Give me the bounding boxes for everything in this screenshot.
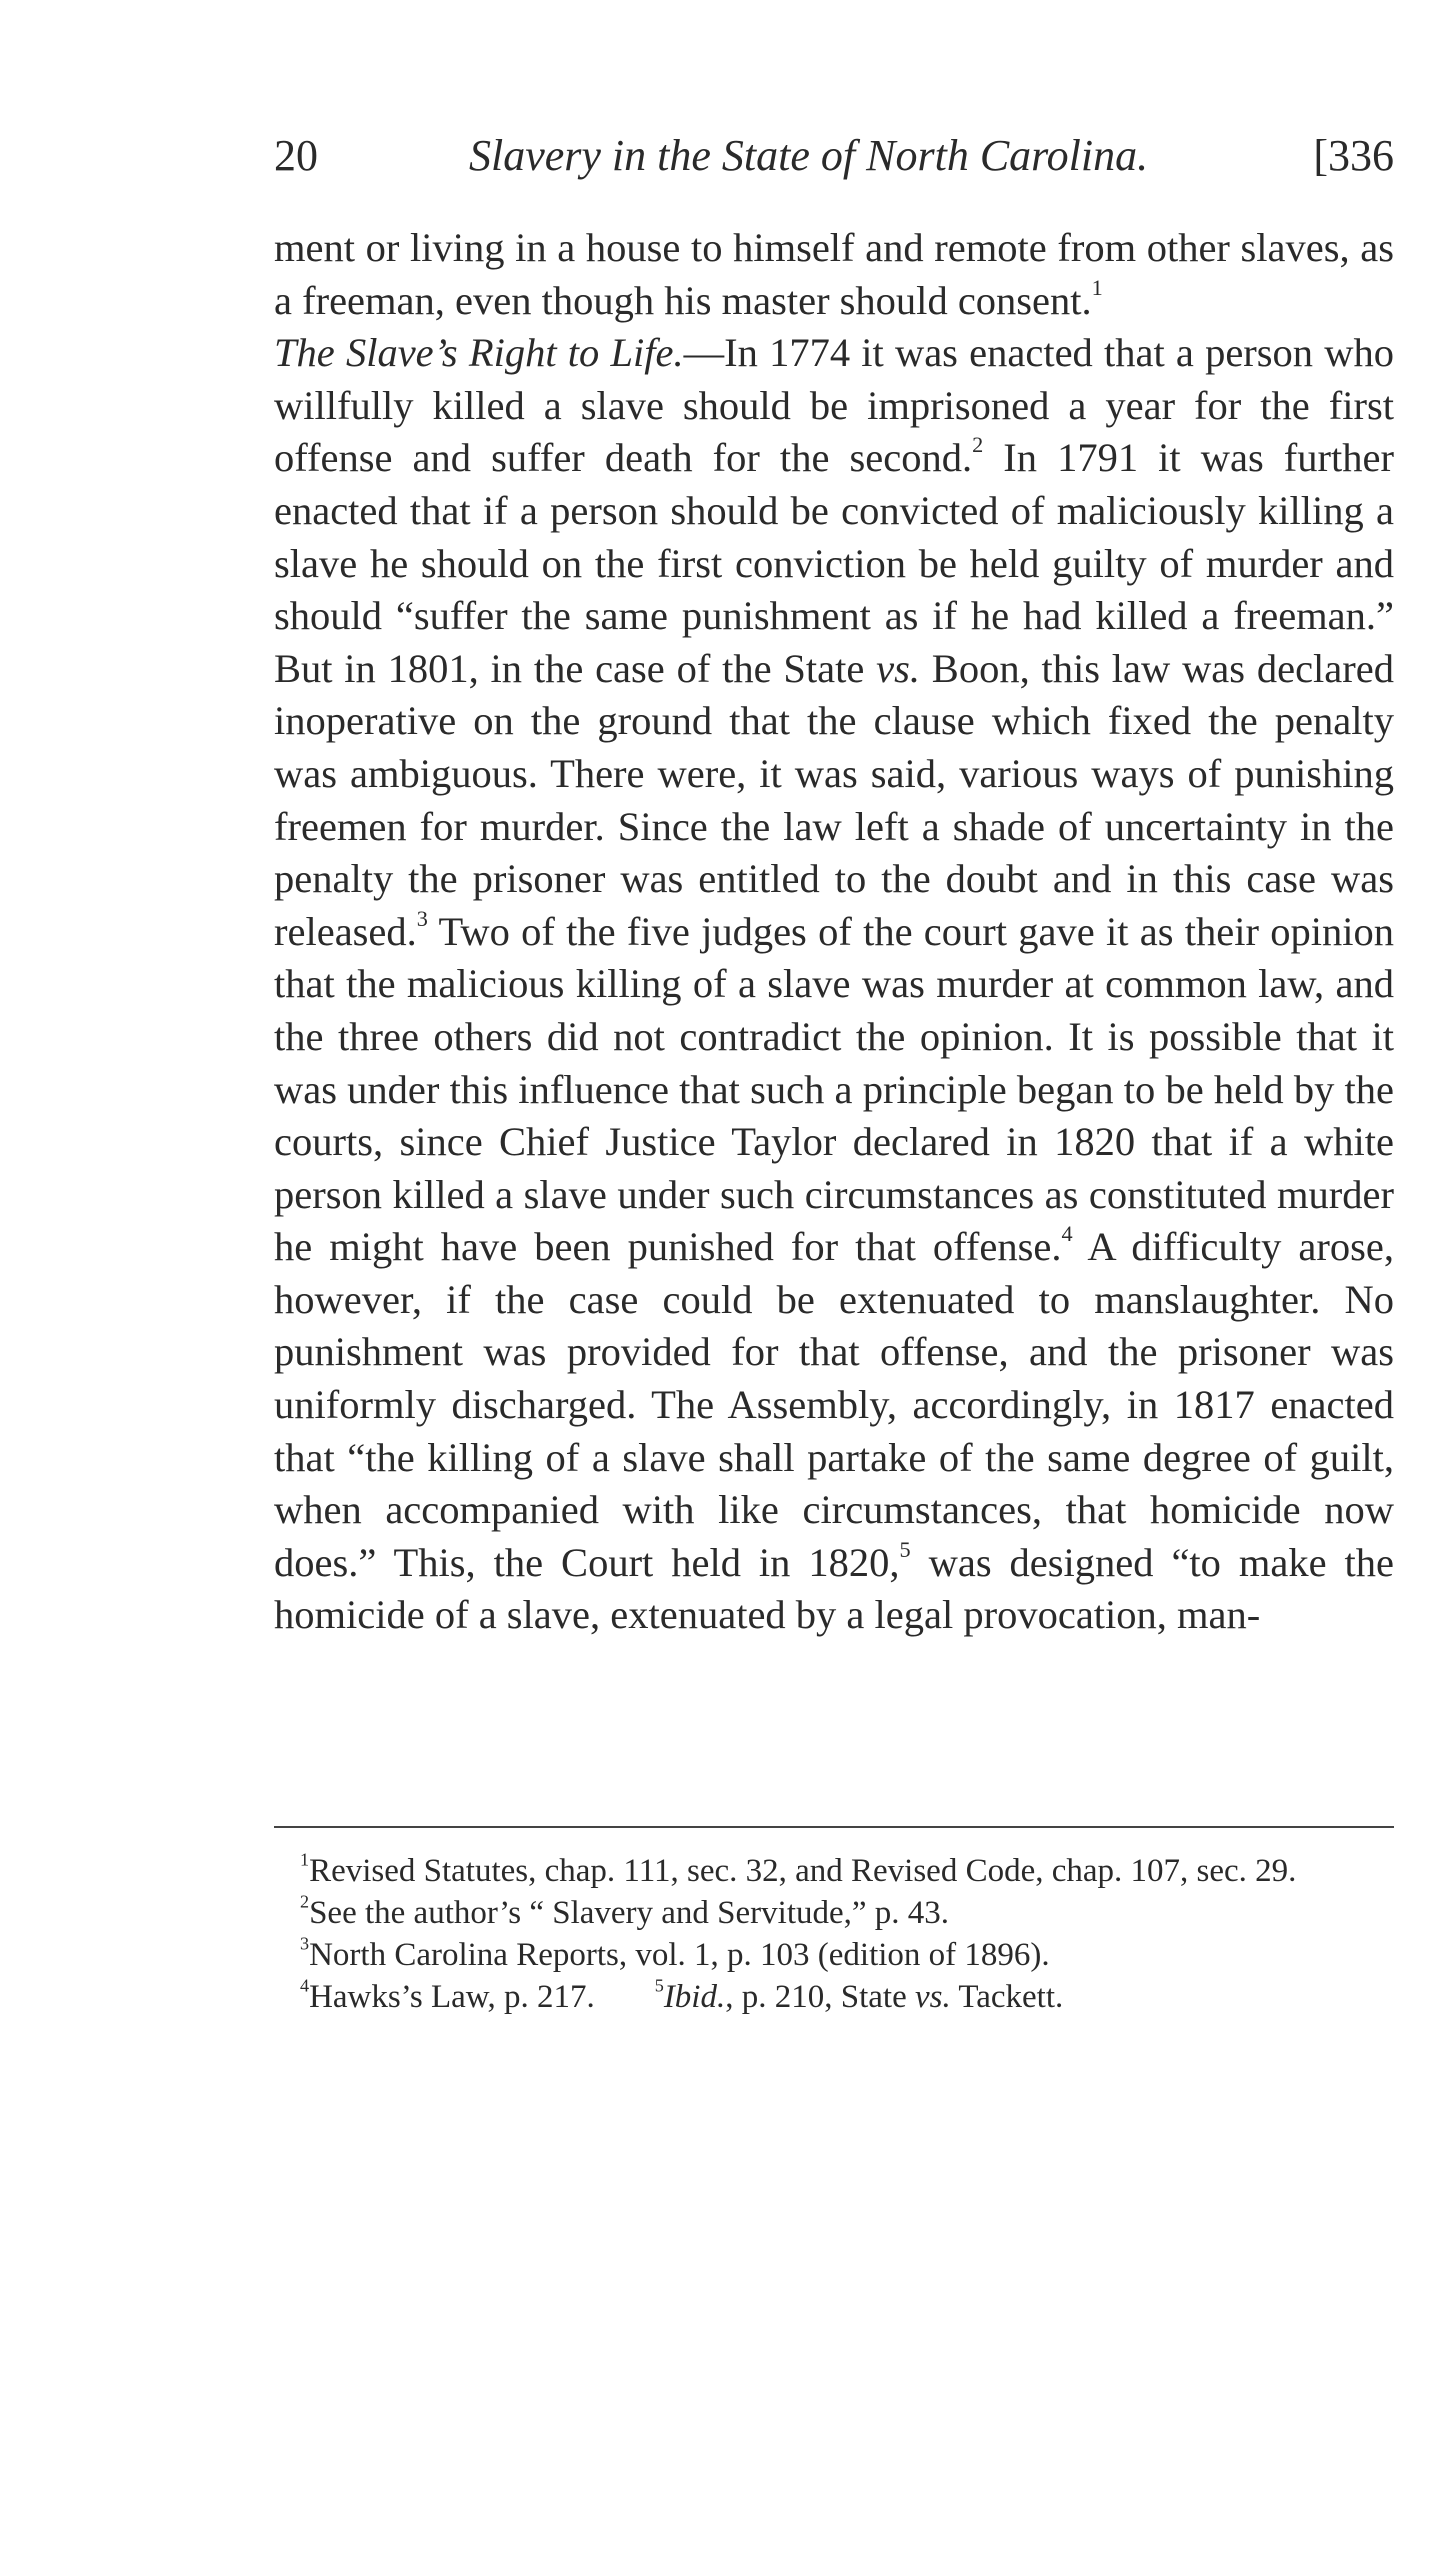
footnote-ibid: Ibid. [663, 1979, 726, 2015]
italic-vs: vs. [914, 1979, 951, 2015]
text-run: ment or living in a house to himself and remote from other slaves, as a freeman, even though his master should consent. [274, 225, 1394, 323]
footnote-mark: 4 [300, 1975, 310, 1996]
footnote [274, 1976, 1394, 2018]
section-heading: The Slave’s Right to Life. [274, 330, 684, 376]
footnote-text: North Carolina Reports, vol. 1, p. 103 (edition of 1896). [309, 1937, 1050, 1973]
footnote [274, 1892, 1394, 1934]
text-run: was designed “to make the homicide of a slave, extenuated by a legal provocation, man- [274, 1539, 1395, 1638]
footnote [274, 1934, 1394, 1976]
paragraph [274, 222, 1394, 327]
footnote-ref: 5 [899, 1536, 911, 1562]
footnote-mark: 3 [300, 1933, 310, 1954]
footnotes [274, 1850, 1394, 2018]
footnote [274, 1850, 1394, 1892]
footnote-text: Revised Statutes, chap. 111, sec. 32, and Revised Code, chap. 107, sec. 29. [309, 1853, 1297, 1889]
footnote-ref: 4 [1061, 1221, 1073, 1247]
footnote-mark: 2 [300, 1891, 310, 1912]
footnote-text: Tackett. [950, 1979, 1064, 2015]
footnote-ref: 3 [416, 905, 428, 931]
footnote-mark: 1 [300, 1849, 310, 1870]
page-number: 20 [274, 131, 318, 180]
footnote-text: See the author’s “ Slavery and Servitude,” p. 43. [309, 1895, 950, 1931]
text-run: In 1791 it was further enacted that if a person should be convicted of maliciously killing a slave he should on the first conviction be held guilty of murder and should “suffer the same punishment as if he had killed a freeman.” But in 1801, in the case of the State [274, 435, 1394, 691]
footnote-ref: 2 [972, 432, 984, 458]
text-run: Boon, this law was declared inoperative on the ground that the clause which fixed the penalty was ambiguous. There were, it was said, various ways of punishing freemen for murder. Since the law left a shade of uncertainty in the penalty the prisoner was entitled to the doubt and in this case was released. [274, 645, 1394, 954]
text-run: A difficulty arose, however, if the case could be extenuated to manslaughter. No punishment was provided for that offense, and the prisoner was uniformly discharged. The Assembly, accordingly, in 1817 enacted that “the killing of a slave shall partake of the same degree of guilt, when accompanied with like circumstances, that homicide now does.” This, the Court held in 1820, [274, 1224, 1394, 1585]
original-page-number: [336 [1313, 131, 1394, 180]
footnote-divider [274, 1826, 1394, 1828]
paragraph [274, 327, 1394, 1642]
footnote-text: Hawks’s Law, p. 217. [309, 1979, 595, 2015]
footnote-text: , p. 210, State [725, 1979, 915, 2015]
running-title: Slavery in the State of North Carolina. [469, 131, 1149, 180]
text-run: Two of the five judges of the court gave it as their opinion that the malicious killing of a slave was murder at common law, and the three others did not contradict the opinion. It is possible that it was under this influence that such a principle began to be held by the courts, since Chief Justice Taylor declared in 1820 that if a white person killed a slave under such circumstances as constituted murder he might have been punished for that offense. [274, 908, 1394, 1270]
footnote-ref: 1 [1091, 274, 1103, 300]
italic-vs: vs. [876, 645, 921, 691]
text-run: —In 1774 it was enacted that a person who willfully killed a slave should be imprisoned a year for the first offense and suffer death for the second. [274, 330, 1395, 481]
running-header [274, 126, 1394, 186]
body-text [274, 222, 1394, 1642]
footnote-mark: 5 [654, 1975, 664, 1996]
